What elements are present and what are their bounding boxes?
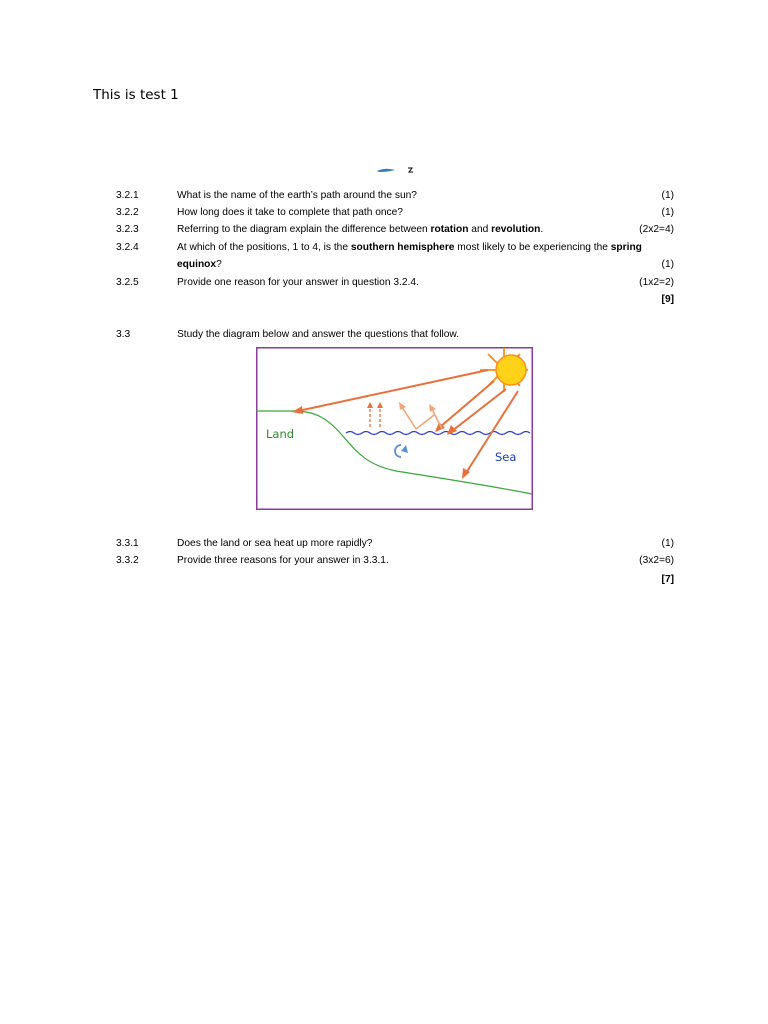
land-sea-heating-diagram xyxy=(256,347,533,510)
question-number: 3.2.1 xyxy=(116,190,139,201)
bold-term-southern-hemisphere: southern hemisphere xyxy=(350,242,455,253)
question-number: 3.2.4 xyxy=(116,242,139,253)
bold-term-spring: spring xyxy=(610,242,642,253)
question-text: What is the name of the earth’s path around the sun? xyxy=(177,190,417,201)
question-marks: (1) xyxy=(661,207,674,218)
land-label: Land xyxy=(266,427,295,441)
question-text: Does the land or sea heat up more rapidly? xyxy=(177,538,373,549)
question-text: How long does it take to complete that path once? xyxy=(177,207,403,218)
bold-term-equinox: equinox xyxy=(177,259,217,270)
question-text-part: Referring to the diagram explain the difference between xyxy=(177,224,431,235)
question-text: Provide one reason for your answer in question 3.2.4. xyxy=(177,277,419,288)
sea-label: Sea xyxy=(495,450,517,464)
question-text-part: most likely to be experiencing the xyxy=(454,242,611,253)
question-number: 3.3.1 xyxy=(116,538,139,549)
question-marks: (1x2=2) xyxy=(639,277,674,288)
question-text: Provide three reasons for your answer in 3.3.1. xyxy=(177,555,389,566)
question-text xyxy=(177,241,642,255)
question-text-part: . xyxy=(540,224,544,235)
section-total: [9] xyxy=(661,294,674,305)
cropped-figure-fragment xyxy=(375,164,419,174)
question-marks: (1) xyxy=(661,538,674,549)
bold-term-rotation: rotation xyxy=(430,224,469,235)
question-number: 3.2.2 xyxy=(116,207,139,218)
question-number: 3.2.3 xyxy=(116,224,139,235)
question-marks: (1) xyxy=(661,190,674,201)
question-marks: (3x2=6) xyxy=(639,555,674,566)
bold-term-revolution: revolution xyxy=(491,224,541,235)
section-instruction: Study the diagram below and answer the questions that follow. xyxy=(177,329,460,340)
question-marks: (2x2=4) xyxy=(639,224,674,235)
diagram-border xyxy=(257,348,533,510)
section-total: [7] xyxy=(661,574,674,585)
question-marks: (1) xyxy=(661,259,674,270)
question-number: 3.2.5 xyxy=(116,277,139,288)
question-text-part: ? xyxy=(216,259,222,270)
section-number: 3.3 xyxy=(116,329,131,340)
question-text xyxy=(177,258,222,272)
question-text-part: and xyxy=(468,224,492,235)
question-text xyxy=(177,223,543,237)
intro-text: This is test 1 xyxy=(93,87,179,103)
question-number: 3.3.2 xyxy=(116,555,139,566)
question-text-part: At which of the positions, 1 to 4, is the xyxy=(177,242,351,253)
